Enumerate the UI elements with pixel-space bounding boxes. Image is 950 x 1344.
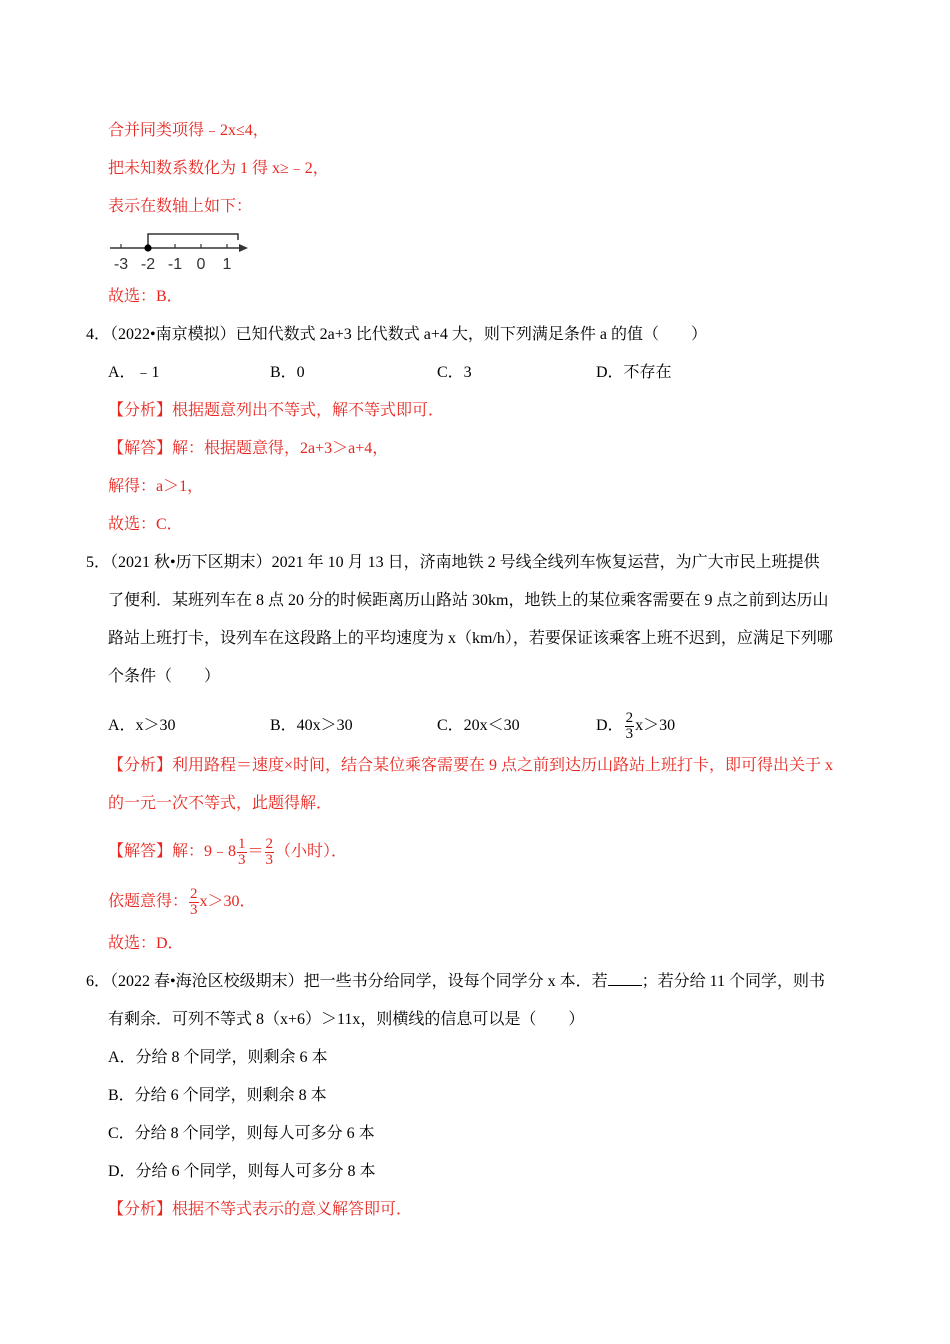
q5-stem-line-1: 5．（2021 秋•历下区期末）2021 年 10 月 13 日，济南地铁 2 号线全线列车恢复运营，为广大市民上班提供 [86, 554, 820, 571]
q5-analysis-line-1: 【分析】利用路程＝速度×时间，结合某位乘客需要在 9 点之前到达历山路站上班打卡，即可得出关于 x [108, 757, 834, 774]
fraction-numerator: 2 [190, 885, 198, 902]
fraction-denominator: 3 [238, 851, 246, 868]
equals-sign: ＝ [247, 843, 264, 860]
fraction-denominator: 3 [625, 725, 634, 742]
q6-stem-line-1 [86, 971, 825, 993]
fraction-numerator: 1 [238, 835, 246, 852]
q5-basis [108, 880, 256, 924]
fraction-denominator: 3 [265, 851, 274, 868]
q5-stem-line-4: 个条件（ ） [108, 668, 221, 685]
q6-stem-line-2: 有剩余．可列不等式 8（x+6）＞11x，则横线的信息可以是（ ） [108, 1011, 585, 1028]
q4-solve: 解得：a＞1， [108, 478, 204, 495]
q5-option-d [596, 704, 675, 748]
q6-analysis: 【分析】根据不等式表示的意义解答即可． [108, 1201, 413, 1218]
tick-label: 0 [196, 256, 206, 273]
fraction [265, 837, 275, 868]
q6-stem-suffix: ；若分给 11 个同学，则书 [641, 973, 826, 990]
q6-option-a: A．分给 8 个同学，则剩余 6 本 [108, 1049, 328, 1066]
q6-option-d: D．分给 6 个同学，则每人可多分 8 本 [108, 1163, 376, 1180]
q5-option-b: B．40x＞30 [270, 717, 353, 734]
number-line-diagram [108, 228, 253, 274]
q5-solution [108, 830, 347, 874]
fraction-denominator: 3 [190, 901, 198, 918]
q5-option-c: C．20x＜30 [437, 717, 520, 734]
q4-option-b: B．0 [270, 364, 305, 381]
fraction [189, 887, 199, 918]
closed-endpoint-dot [144, 244, 151, 251]
solution-region-bracket [148, 234, 238, 248]
q5-answer: 故选：D． [108, 935, 184, 952]
q6-option-c: C．分给 8 个同学，则每人可多分 6 本 [108, 1125, 375, 1142]
q5-basis-suffix: x＞30． [199, 893, 256, 910]
prev-solution-line-1: 合并同类项得﹣2x≤4， [108, 122, 269, 139]
q4-option-c: C．3 [437, 364, 472, 381]
q6-option-b: B．分给 6 个同学，则剩余 8 本 [108, 1087, 327, 1104]
q5-stem-line-3: 路站上班打卡，设列车在这段路上的平均速度为 x（km/h），若要保证该乘客上班不迟到，应满足下列哪 [108, 630, 833, 647]
q5-solution-prefix: 【解答】解：9﹣8 [108, 843, 237, 860]
prev-solution-line-2: 把未知数系数化为 1 得 x≥﹣2， [108, 160, 329, 177]
q4-stem: 4．（2022•南京模拟）已知代数式 2a+3 比代数式 a+4 大，则下列满足条件 a 的值（ ） [86, 326, 707, 343]
fraction-numerator: 2 [625, 709, 634, 726]
q5-option-d-suffix: x＞30 [635, 717, 676, 734]
fraction-numerator: 2 [265, 835, 274, 852]
q5-solution-suffix: （小时）． [275, 843, 348, 860]
q6-stem-prefix: 6．（2022 春•海沧区校级期末）把一些书分给同学，设每个同学分 x 本．若 [86, 973, 608, 990]
q4-answer: 故选：C． [108, 516, 183, 533]
q4-solution: 【解答】解：根据题意得，2a+3＞a+4， [108, 440, 389, 457]
tick-label: -3 [113, 256, 129, 273]
mixed-fraction [237, 837, 247, 868]
tick-label: 1 [222, 256, 232, 273]
q5-stem-line-2: 了便利．某班列车在 8 点 20 分的时候距离历山路站 30km，地铁上的某位乘客需要在 9 点之前到达历山 [108, 592, 829, 609]
q4-analysis: 【分析】根据题意列出不等式，解不等式即可． [108, 402, 445, 419]
number-line-arrow [239, 244, 248, 252]
q5-basis-prefix: 依题意得： [108, 893, 189, 910]
q5-analysis-line-2: 的一元一次不等式，此题得解． [108, 795, 333, 812]
q4-option-d: D．不存在 [596, 364, 672, 381]
prev-answer: 故选：B． [108, 288, 183, 305]
fill-in-blank [608, 971, 642, 986]
prev-solution-line-3: 表示在数轴上如下： [108, 198, 253, 215]
tick-label: -1 [167, 256, 183, 273]
tick-label: -2 [140, 256, 156, 273]
q5-option-a: A．x＞30 [108, 717, 176, 734]
fraction [625, 711, 635, 742]
q4-option-a: A．﹣1 [108, 364, 160, 381]
q5-option-d-prefix: D． [596, 717, 624, 734]
